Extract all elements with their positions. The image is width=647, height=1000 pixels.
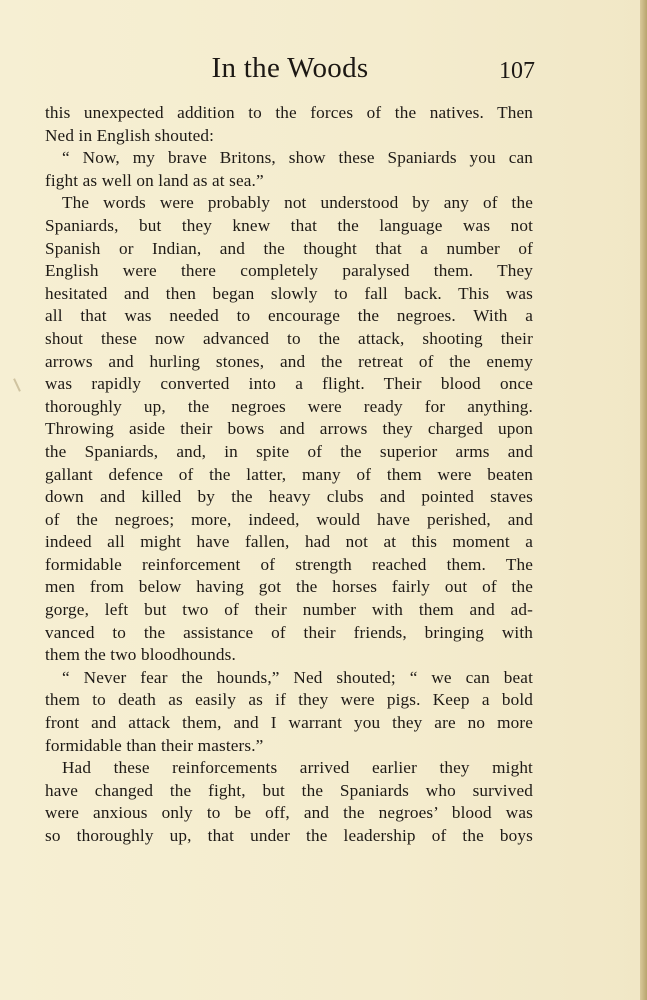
text-line: them the two bloodhounds. bbox=[45, 645, 236, 665]
text-line: gorge, left but two of their number with them and ad- bbox=[45, 600, 533, 620]
text-line: gallant defence of the latter, many of them were beaten bbox=[45, 464, 533, 484]
text-line: “ Never fear the hounds,” Ned shouted; “ we can beat bbox=[62, 667, 533, 687]
text-line: indeed all might have fallen, had not at this moment a bbox=[45, 532, 533, 552]
text-line: fight as well on land as at sea.” bbox=[45, 170, 264, 190]
text-line: the Spaniards, and, in spite of the superior arms and bbox=[45, 441, 533, 461]
text-line: shout these now advanced to the attack, shooting their bbox=[45, 328, 533, 348]
text-line: Spanish or Indian, and the thought that a number of bbox=[45, 238, 533, 258]
text-line: vanced to the assistance of their friends, bringing with bbox=[45, 622, 533, 642]
running-head: In the Woods bbox=[211, 52, 369, 84]
text-line: The words were probably not understood by any of the bbox=[62, 193, 533, 213]
text-line: of the negroes; more, indeed, would have perished, and bbox=[45, 509, 533, 529]
text-line: Throwing aside their bows and arrows they charged upon bbox=[45, 419, 533, 439]
text-line: Had these reinforcements arrived earlier they might bbox=[62, 758, 533, 778]
text-line: all that was needed to encourage the negroes. With a bbox=[45, 306, 533, 326]
text-line: English were there completely paralysed them. They bbox=[45, 261, 533, 281]
text-line: Ned in English shouted: bbox=[45, 125, 215, 145]
text-line: have changed the fight, but the Spaniards who survived bbox=[45, 780, 533, 800]
text-line: were anxious only to be off, and the negroes’ blood was bbox=[45, 803, 533, 823]
page-header bbox=[45, 52, 535, 92]
text-line: men from below having got the horses fairly out of the bbox=[45, 577, 533, 597]
page-edge bbox=[640, 0, 647, 1000]
text-line: formidable than their masters.” bbox=[45, 735, 264, 755]
text-line: this unexpected addition to the forces of the natives. Then bbox=[45, 103, 533, 122]
text-line: thoroughly up, the negroes were ready for anything. bbox=[45, 396, 533, 416]
text-line: them to death as easily as if they were pigs. Keep a bold bbox=[45, 690, 533, 710]
text-line: arrows and hurling stones, and the retreat of the enemy bbox=[45, 351, 533, 371]
text-line: down and killed by the heavy clubs and pointed staves bbox=[45, 487, 533, 507]
text-line: so thoroughly up, that under the leadership of the boys bbox=[45, 826, 533, 845]
text-line: was rapidly converted into a flight. Their blood once bbox=[45, 374, 533, 394]
body-text bbox=[45, 102, 533, 848]
text-line: hesitated and then began slowly to fall back. This was bbox=[45, 283, 533, 303]
margin-mark bbox=[13, 378, 21, 392]
text-line: formidable reinforcement of strength reached them. The bbox=[45, 554, 533, 574]
text-line: “ Now, my brave Britons, show these Spaniards you can bbox=[62, 148, 533, 168]
page-number: 107 bbox=[499, 58, 535, 84]
text-line: Spaniards, but they knew that the language was not bbox=[45, 215, 533, 235]
text-line: front and attack them, and I warrant you they are no more bbox=[45, 713, 533, 733]
